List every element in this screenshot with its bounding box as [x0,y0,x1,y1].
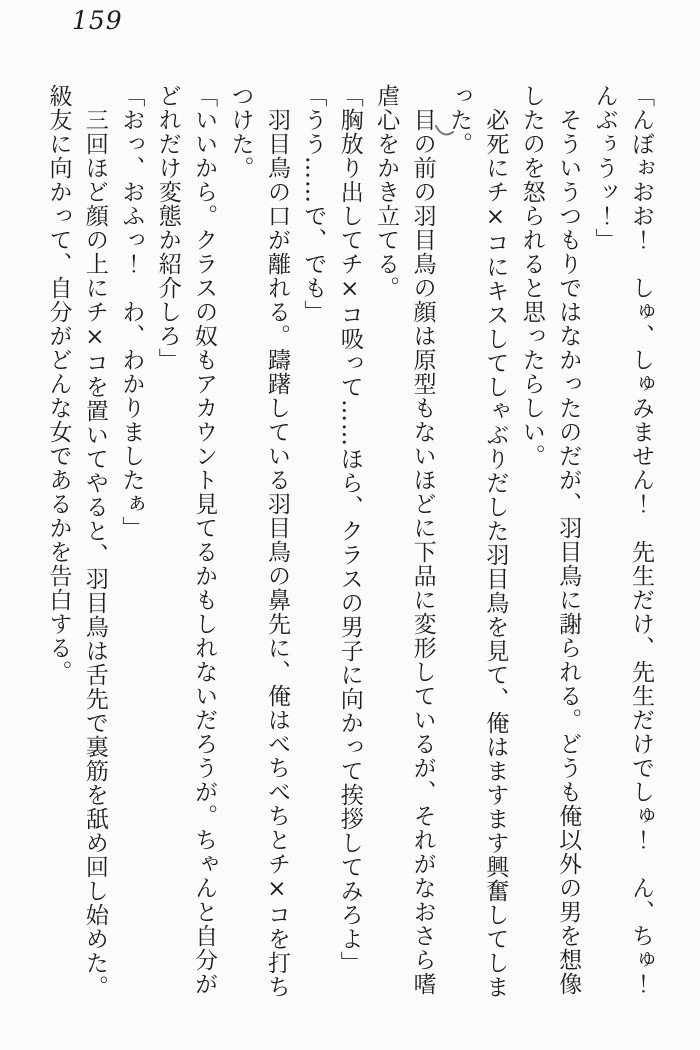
text-column-1: 「んぼぉおお！ しゅ、しゅみません！ 先生だけ、先生だけでしゅ！ ん、ちゅ！ [628,84,654,996]
text-block [40,84,659,1004]
text-column-4: したのを怒られると思ったらしい。 [518,84,545,468]
text-column-17: 級友に向かって、自分がどんな女であるかを告白する。 [45,84,72,684]
text-column-11: 羽目鳥の口が離れる。躊躇している羽目鳥の鼻先に、俺はべちべちとチ×コを打ち [263,108,290,999]
ink-smudge [434,123,456,141]
text-column-6: った。 [445,84,472,156]
text-column-7: 目の前の羽目鳥の顔は原型もないほどに下品に変形しているが、それがなおさら嗜 [409,108,436,996]
text-column-12: つけた。 [227,84,254,180]
text-column-9: 「胸放り出してチ×コ吸って……ほら、クラスの男子に向かって挨拶してみろよ」 [336,84,363,975]
text-column-15: 「おっ、おふっ！ わ、わかりましたぁ」 [118,84,145,540]
text-column-14: どれだけ変態か紹介しろ」 [154,84,181,372]
text-column-8: 虐心をかき立てる。 [373,84,400,300]
text-column-5: 必死にチ×コにキスしてしゃぶりだした羽目鳥を見て、俺はますます興奮してしま [482,108,509,999]
text-column-16: 三回ほど顔の上にチ×コを置いてやると、羽目鳥は舌先で裏筋を舐め回し始めた。 [81,108,108,999]
text-column-2: んぶぅうッ！」 [591,84,618,252]
text-column-3: そういうつもりではなかったのだが、羽目鳥に謝られる。どうも俺以外の男を想像 [555,108,582,996]
text-column-10: 「うう……で、でも」 [300,84,327,324]
page-number: 159 [72,6,123,35]
text-column-13: 「いいから。クラスの奴もアカウント見てるかもしれないだろうが。ちゃんと自分が [191,84,218,996]
